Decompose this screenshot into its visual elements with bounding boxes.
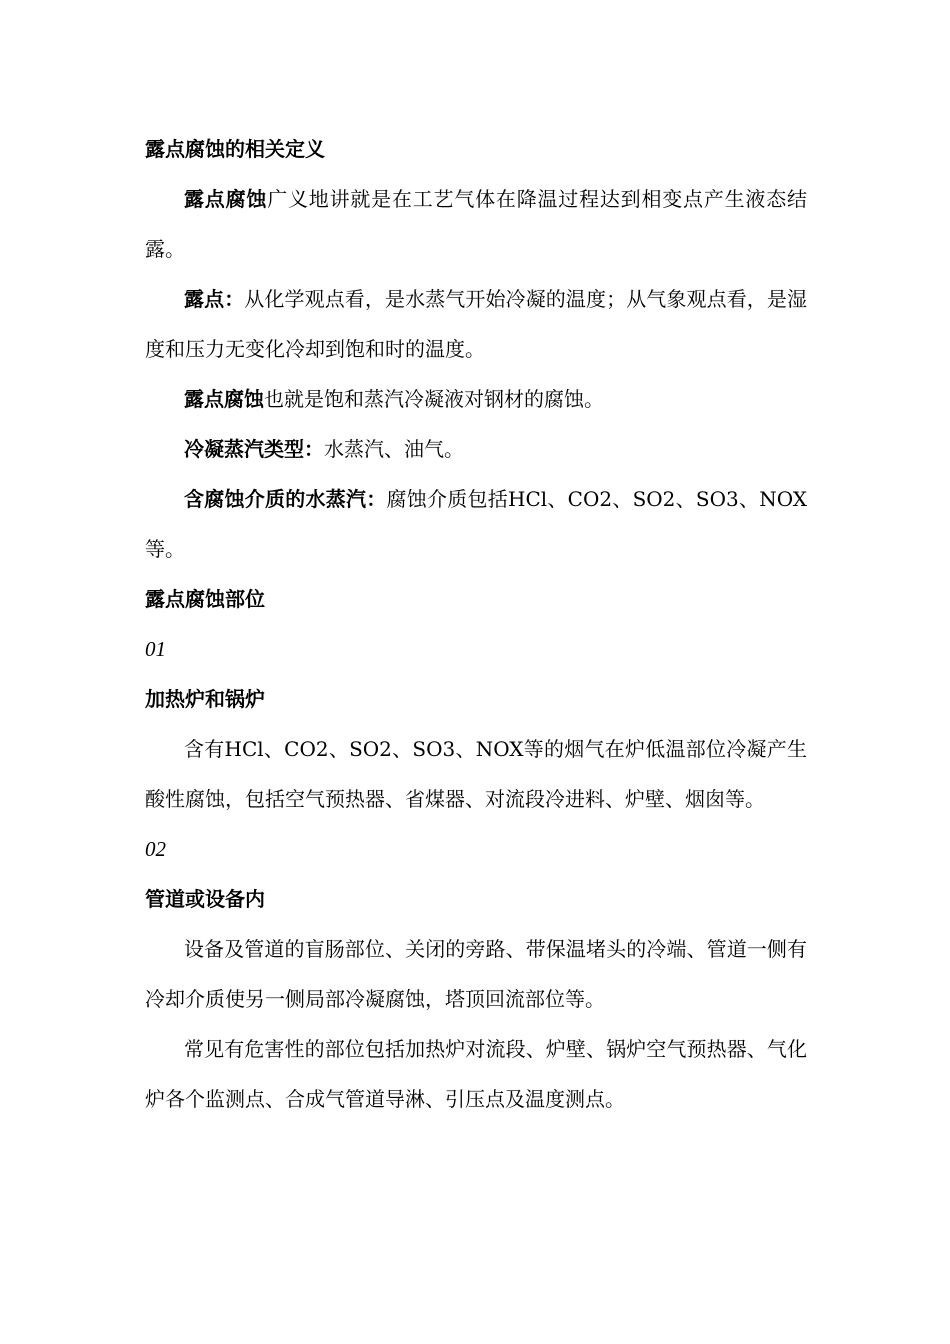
paragraph-dew-point-corrosion-2 [145,374,807,424]
paragraph-condensing-vapor-types [145,424,807,474]
term-condensing-vapor-types: 冷凝蒸汽类型： [184,437,324,461]
definition-text: 广义地讲就是在工艺气体在降温过程达到相变点产生液态结露。 [145,187,808,261]
document-page [145,124,807,1124]
paragraph-pipes-equipment-2: 常见有危害性的部位包括加热炉对流段、炉壁、锅炉空气预热器、气化炉各个监测点、合成气管道导淋、引压点及温度测点。 [145,1037,807,1111]
definition-text: 从化学观点看，是水蒸气开始冷凝的温度；从气象观点看，是湿度和压力无变化冷却到饱和时的温度。 [145,287,808,361]
item-number-01: 01 [145,637,166,661]
definition-text: 腐蚀介质包括HCl、CO2、SO2、SO3、NOX等。 [145,487,807,561]
term-corrosive-steam: 含腐蚀介质的水蒸汽： [184,487,387,511]
paragraph-dew-point [145,274,807,374]
paragraph-furnace-boiler: 含有HCl、CO2、SO2、SO3、NOX等的烟气在炉低温部位冷凝产生酸性腐蚀，包括空气预热器、省煤器、对流段冷进料、炉壁、烟囱等。 [145,737,807,811]
paragraph-pipes-equipment-1: 设备及管道的盲肠部位、关闭的旁路、带保温堵头的冷端、管道一侧有冷却介质使另一侧局部冷凝腐蚀，塔顶回流部位等。 [145,937,807,1011]
term-dew-point-corrosion-2: 露点腐蚀 [184,387,264,411]
subsection-title-furnace-boiler: 加热炉和锅炉 [145,687,265,711]
subsection-title-pipes-equipment: 管道或设备内 [145,887,265,911]
term-dew-point-corrosion: 露点腐蚀 [184,187,268,211]
paragraph-corrosive-steam [145,474,807,574]
section-title-locations: 露点腐蚀部位 [145,587,265,611]
definition-text: 水蒸汽、油气。 [324,437,464,461]
paragraph-dew-point-corrosion [145,174,807,274]
section-title-definitions: 露点腐蚀的相关定义 [145,137,325,161]
term-dew-point: 露点： [184,287,245,311]
definition-text: 也就是饱和蒸汽冷凝液对钢材的腐蚀。 [264,387,604,411]
item-number-02: 02 [145,837,166,861]
